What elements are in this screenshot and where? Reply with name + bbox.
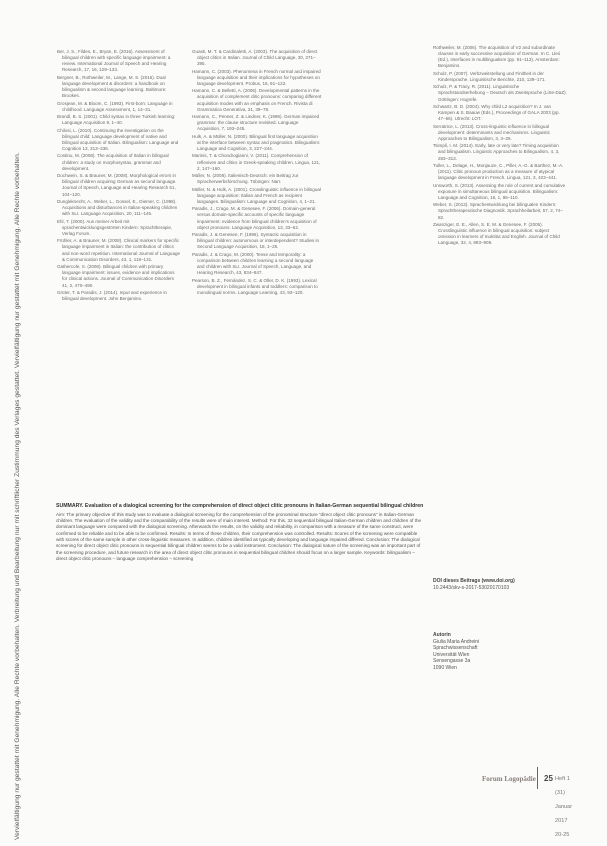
author-address — [433, 632, 573, 672]
author-address-line: Universität Wien — [433, 651, 470, 658]
author-address-line: Giulia Maria Andreini — [433, 638, 480, 645]
reference-entry: Paradis, J. & Crago, M. (2000). Tense and temporality: a comparison between children learning a second language and children with SLI. Journal of Speech, Language, and Hearing Research, 43, 834–847. — [192, 251, 314, 276]
author-address-line: Sensengasse 3a — [433, 658, 471, 665]
reference-entry: Schwartz, B. D. (2004). Why child L2 acquisition? In J. van Kampen & S. Baauw (Eds.), Proceedings of GALA 2003 (pp. 47–66). Utrecht: LOT. — [433, 103, 560, 122]
doi-title: DOI dieses Beitrags (www.doi.org) — [433, 578, 515, 584]
author-address-line: Sprachwissenschaft — [433, 645, 478, 652]
copyright-side-note: Vervielfältigung nur gestattet mit Genehmigung. Alle Rechte vorbehalten. Verbreitung und Bearbeitung nur mit schriftlicher Zustimmung des Verlages gestattet. Vervielfältigung nur gestattet mit Genehmigung. Alle Rechte vorbehalten. — [14, 152, 21, 840]
doi-value[interactable]: 10.2443/skv-s-2017-53020170103 — [433, 584, 510, 591]
reference-entry: Schulz, P. & Tracy, R. (2011). Linguistische Sprachstandserhebung – Deutsch als Zweitsprache (LiSe-DaZ). Göttingen: Hogrefe. — [433, 84, 567, 102]
reference-entry: Unsworth, S. (2013). Assessing the role of current and cumulative exposure in simultaneous bilingual acquisition. Bilingualism: Language and Cognition, 16, 1, 86–110. — [433, 182, 566, 200]
reference-entry: Weber, S. (2012). Sprachentwicklung bei bilingualen Kindern: Sprachtherapeutische Diagnostik. Sprachheilarbeit, 57, 2, 74–82. — [433, 202, 563, 220]
reference-entry: Tsimpli, I. M. (2014). Early, late or very late? Timing acquisition and bilingualism. Linguistic Approaches to Bilingualism, 4, 3, 283–313. — [433, 143, 560, 161]
author-address-title: Autorin — [433, 632, 451, 638]
reference-entry: Müller, N. & Hulk, A. (2001). Crosslinguistic influence in bilingual language acquisition: Italian and French as recipient languages. Bilingualism: Language and Cognition, 4, 1–21. — [192, 186, 321, 204]
references-column-2 — [192, 49, 322, 297]
reference-entry: Grosjean, M. & Bloom, C. (1993). First-born: Language in childhood. Language Assessment, 1, 14–31. — [57, 100, 173, 112]
reference-entry: Müller, N. (2008). Italienisch-Deutsch: ein Beitrag zur Spracherwerbsforschung. Tübingen: Narr. — [192, 173, 299, 185]
references-column-3 — [433, 45, 567, 248]
reference-entry: Marinis, T. & Chondrogianni, V. (2011). Comprehension of reflexives and clitics in Greek-speaking children. Lingua, 121, 2, 147–160. — [192, 153, 321, 171]
reference-entry: Costinu, M. (2008). The acquisition of Italian in bilingual children: a study on morphosyntax, grammar and development. — [57, 153, 169, 171]
reference-entry: Hamann, C. (2003). Phenomena in French normal and impaired language acquisition and their implications for hypotheses on language development. Probus, 15, 91–122. — [192, 68, 321, 86]
reference-entry: Hamann, C., Penner, Z. & Lindner, K. (1998). German impaired grammar: the clause structure revisited. Language Acquisition, 7, 193–245. — [192, 114, 320, 132]
reference-entry: Grüter, T. & Paradis, J. (2014). Input and experience in bilingual development. John Benjamins. — [57, 289, 167, 301]
reference-entry: Bergner, B., Rothweiler, M., Lange, M. S. (2016). Dual language development & disorders: a handbook on bilingualism & second language learning. Baltimore: Brookes. — [57, 74, 167, 99]
reference-entry: Hulk, A. & Müller, N. (2000). Bilingual first language acquisition at the interface between syntax and pragmatics. Bilingualism: Language and Cognition, 3, 227–244. — [192, 133, 321, 152]
reference-entry: Serratrice, L. (2013). Cross-linguistic influence in bilingual development: determinants and mechanisms. Linguistic Approaches to Bilingualism, 3, 3–25. — [433, 123, 550, 141]
footer-divider — [537, 767, 538, 789]
reference-entry: Gathercole, S. (2008). Bilingual children with primary language impairment: issues, evidence and implications for clinical actions. Journal of Communication Disorders 41, 2, 470–490. — [57, 264, 175, 288]
summary-title: SUMMARY. Evaluation of a dialogical screening for the comprehension of direct object clitic pronouns in Italian-German sequential bilingual children — [56, 503, 424, 509]
reference-entry: Dungleknecht, A., Weber, L., Gossel, E., Diemer, C. (1998). Acquisitions and disturbances in Italian-speaking children with SLI. Language Acquisition, 20, 111–145. — [57, 198, 178, 217]
summary-box — [56, 503, 426, 683]
reference-entry: Pearson, B. Z., Fernández, S. C. & Oller, D. K. (1993). Lexical development in bilingual infants and toddlers: comparison to monolingual norms. Language Learning, 43, 93–120. — [192, 277, 318, 295]
page-number: 25 — [544, 774, 553, 783]
author-address-line: 1090 Wien — [433, 664, 457, 671]
footer-journal: Forum Logopädie — [482, 775, 536, 783]
reference-entry: Guasti, M. T. & Cardinaletti, A. (2003). The acquisition of direct object clitics in Italian. Journal of Child Language, 30, 371–395. — [192, 49, 318, 67]
reference-entry: Brandl, B. S. (2001). Child syntax in three Turkish learning: Language Acquisition 9, 1–40. — [57, 114, 176, 126]
reference-entry: Paradis, J., Crago, M. & Genesee, F. (2006). Domain-general versus domain-specific accounts of specific language impairment: evidence from bilingual children's acquisition of object pronouns. Language Acquisition, 13, 33–62. — [192, 206, 317, 230]
reference-entry: Rothweiler, M. (2006). The acquisition of V2 and subordinate clauses in early successive acquisition of German. In C. Lleó (Ed.), Interfaces in multilingualism (pp. 91–113). Amsterdam: Benjamins. — [433, 45, 561, 69]
reference-entry: Schulz, P. (2007). Verbzweitstellung und Finitheit in der Kindersprache. Linguistische Berichte, 210, 139–171. — [433, 70, 546, 82]
doi-block — [433, 578, 573, 591]
references-column-1 — [57, 49, 181, 303]
reference-entry: Chilosi, L. (2010). Continuing the investigation on the bilingual child: Language development of native and bilingual acquisition of Italian. Bilingualism: Language and Cognition 13, 313–336. — [57, 127, 179, 152]
reference-entry: Paradis, J. & Genesee, F. (1996). Syntactic acquisition in bilingual children: autonomous or interdependent? Studies in Second Language Acquisition, 18, 1–25. — [192, 232, 320, 250]
reference-entry: Zwanziger, E. E., Allen, S. E. M. & Genesee, F. (2005). Crosslinguistic influence in bilingual acquisition: subject omission in learners of Inuktitut and English. Journal of Child Language, 32, 4, 893–909. — [433, 221, 560, 246]
reference-entry: Ehl, T. (2000). Aus meiner Arbeit mit sprachentwicklungsgestörten Kindern: Sprachtherapie, Verlag Forum. — [57, 218, 173, 236]
reference-entry: Tuller, L., Delage, H., Monjauze, C., Piller, A.-G. & Barthez, M.-A. (2011). Clitic pronoun production as a measure of atypical language development in French. Lingua, 121, 3, 423–441. — [433, 162, 564, 181]
reference-entry: Ber, J. S., Fildes, E., Bryan, E. (2016). Assessment of bilingual children with specific language impairment: a review. International Journal of Speech and Hearing Research, 17, 16, 129–133. — [57, 49, 171, 73]
footer-issue: Heft 1 (31) Januar 2017 20-25 — [555, 776, 573, 838]
reference-entry: Hamann, C. & Belletti, A. (2006). Developmental patterns in the acquisition of complement clitic pronouns: comparing different acquisition modes with an emphasis on French. Rivista di Grammatica Generativa, 31, 39–78. — [192, 88, 322, 112]
reference-entry: Dochwein, S. & Brauner, M. (2008). Morphological errors in bilingual children acquiring German as second language. Journal of Speech, Language and Hearing Research 51, 104–120. — [57, 173, 177, 197]
summary-text: Aim: The primary objective of this study was to evaluate a dialogical screening for the comprehension of the pronominal structure "direct object clitic pronouns" in Italian-German children. The evaluation of the validity and the comparability of the results were of main interest. Method: For this, 32 sequential bilingual Italian-German children and children of the dominant language were compared with the dialogical screening. Afterwards the results, on the validity and reliability, in comparison with a measure of the same construct, were confirmed to be reliable and to be able to be confirmed. Results: In terms of these children, their comprehension was controlled. Results: Scores of the screening were compatible with scores of the same sample in other cross-linguistic measures. In addition, children identified as typically developing and language impaired differed. Conclusion: The dialogical screening for direct object clitic pronouns in sequential bilingual children seems to be a valid instrument. Conclusion: The dialogical nature of the screening was an important part of the screening procedure, and future research in the area of direct object clitic pronouns in sequential bilingual children should focus on a larger sample. Keywords: bilingualism – direct object clitic pronouns – language comprehension – screening — [56, 511, 422, 561]
reference-entry: Frühler, A. & Brauner, M. (2008). Clinical markers for specific language impairment in Italian: the contribution of clitics and non-word repetition. International Journal of Language & Communication Disorders, 43, 1, 118–131. — [57, 238, 181, 262]
